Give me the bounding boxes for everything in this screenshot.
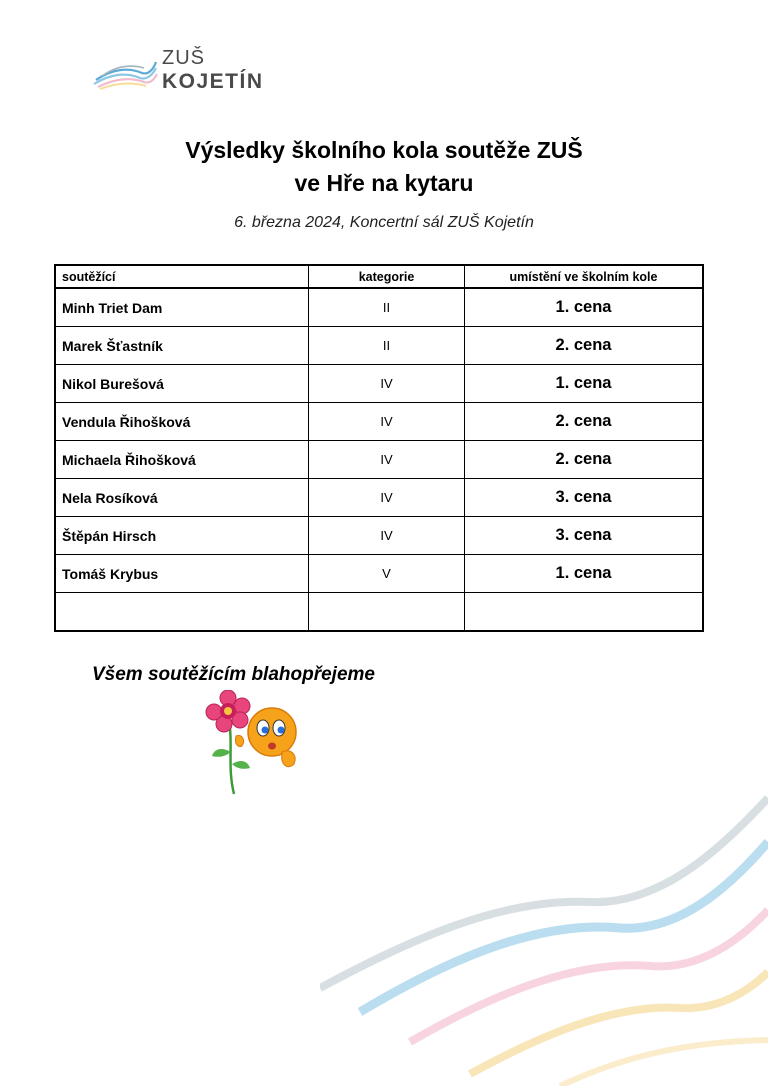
table-header-row (55, 265, 703, 288)
book-waves-logo-icon (92, 56, 158, 90)
header-placement: umístění ve školním kole (465, 265, 704, 288)
table-row-empty (55, 593, 703, 632)
results-table (54, 264, 704, 632)
placement-cell: 1. cena (465, 365, 704, 403)
decorative-waves-graphic (320, 790, 768, 1086)
table-row (55, 555, 703, 593)
placement-cell: 1. cena (465, 288, 704, 327)
event-date-venue: 6. března 2024, Koncertní sál ZUŠ Kojetín (234, 214, 534, 231)
category-cell: IV (309, 365, 465, 403)
contestant-name: Nikol Burešová (55, 365, 309, 403)
placement-cell: 2. cena (465, 403, 704, 441)
category-cell: IV (309, 441, 465, 479)
placement-cell (465, 593, 704, 632)
table-row (55, 441, 703, 479)
contestant-name (55, 593, 309, 632)
contestant-name: Marek Šťastník (55, 327, 309, 365)
category-cell: IV (309, 403, 465, 441)
logo-line-2: KOJETÍN (162, 70, 264, 93)
table-row (55, 327, 703, 365)
congratulations-text: Všem soutěžícím blahopřejeme (92, 664, 375, 685)
table-row (55, 403, 703, 441)
placement-cell: 3. cena (465, 479, 704, 517)
category-cell: V (309, 555, 465, 593)
table-row (55, 288, 703, 327)
table-row (55, 517, 703, 555)
placement-cell: 3. cena (465, 517, 704, 555)
contestant-name: Minh Triet Dam (55, 288, 309, 327)
category-cell: IV (309, 517, 465, 555)
smiley-with-flower-icon (202, 690, 302, 796)
contestant-name: Michaela Řihošková (55, 441, 309, 479)
table-row (55, 479, 703, 517)
placement-cell: 2. cena (465, 441, 704, 479)
category-cell: II (309, 327, 465, 365)
header-contestant: soutěžící (55, 265, 309, 288)
table-row (55, 365, 703, 403)
contestant-name: Tomáš Krybus (55, 555, 309, 593)
placement-cell: 1. cena (465, 555, 704, 593)
contestant-name: Štěpán Hirsch (55, 517, 309, 555)
category-cell (309, 593, 465, 632)
category-cell: IV (309, 479, 465, 517)
title-line-1: Výsledky školního kola soutěže ZUŠ (185, 137, 583, 163)
logo-line-1: ZUŠ (162, 47, 205, 69)
page-title (0, 134, 768, 200)
placement-cell: 2. cena (465, 327, 704, 365)
category-cell: II (309, 288, 465, 327)
school-logo (92, 48, 272, 94)
title-line-2: ve Hře na kytaru (294, 170, 474, 196)
contestant-name: Vendula Řihošková (55, 403, 309, 441)
contestant-name: Nela Rosíková (55, 479, 309, 517)
header-category: kategorie (309, 265, 465, 288)
